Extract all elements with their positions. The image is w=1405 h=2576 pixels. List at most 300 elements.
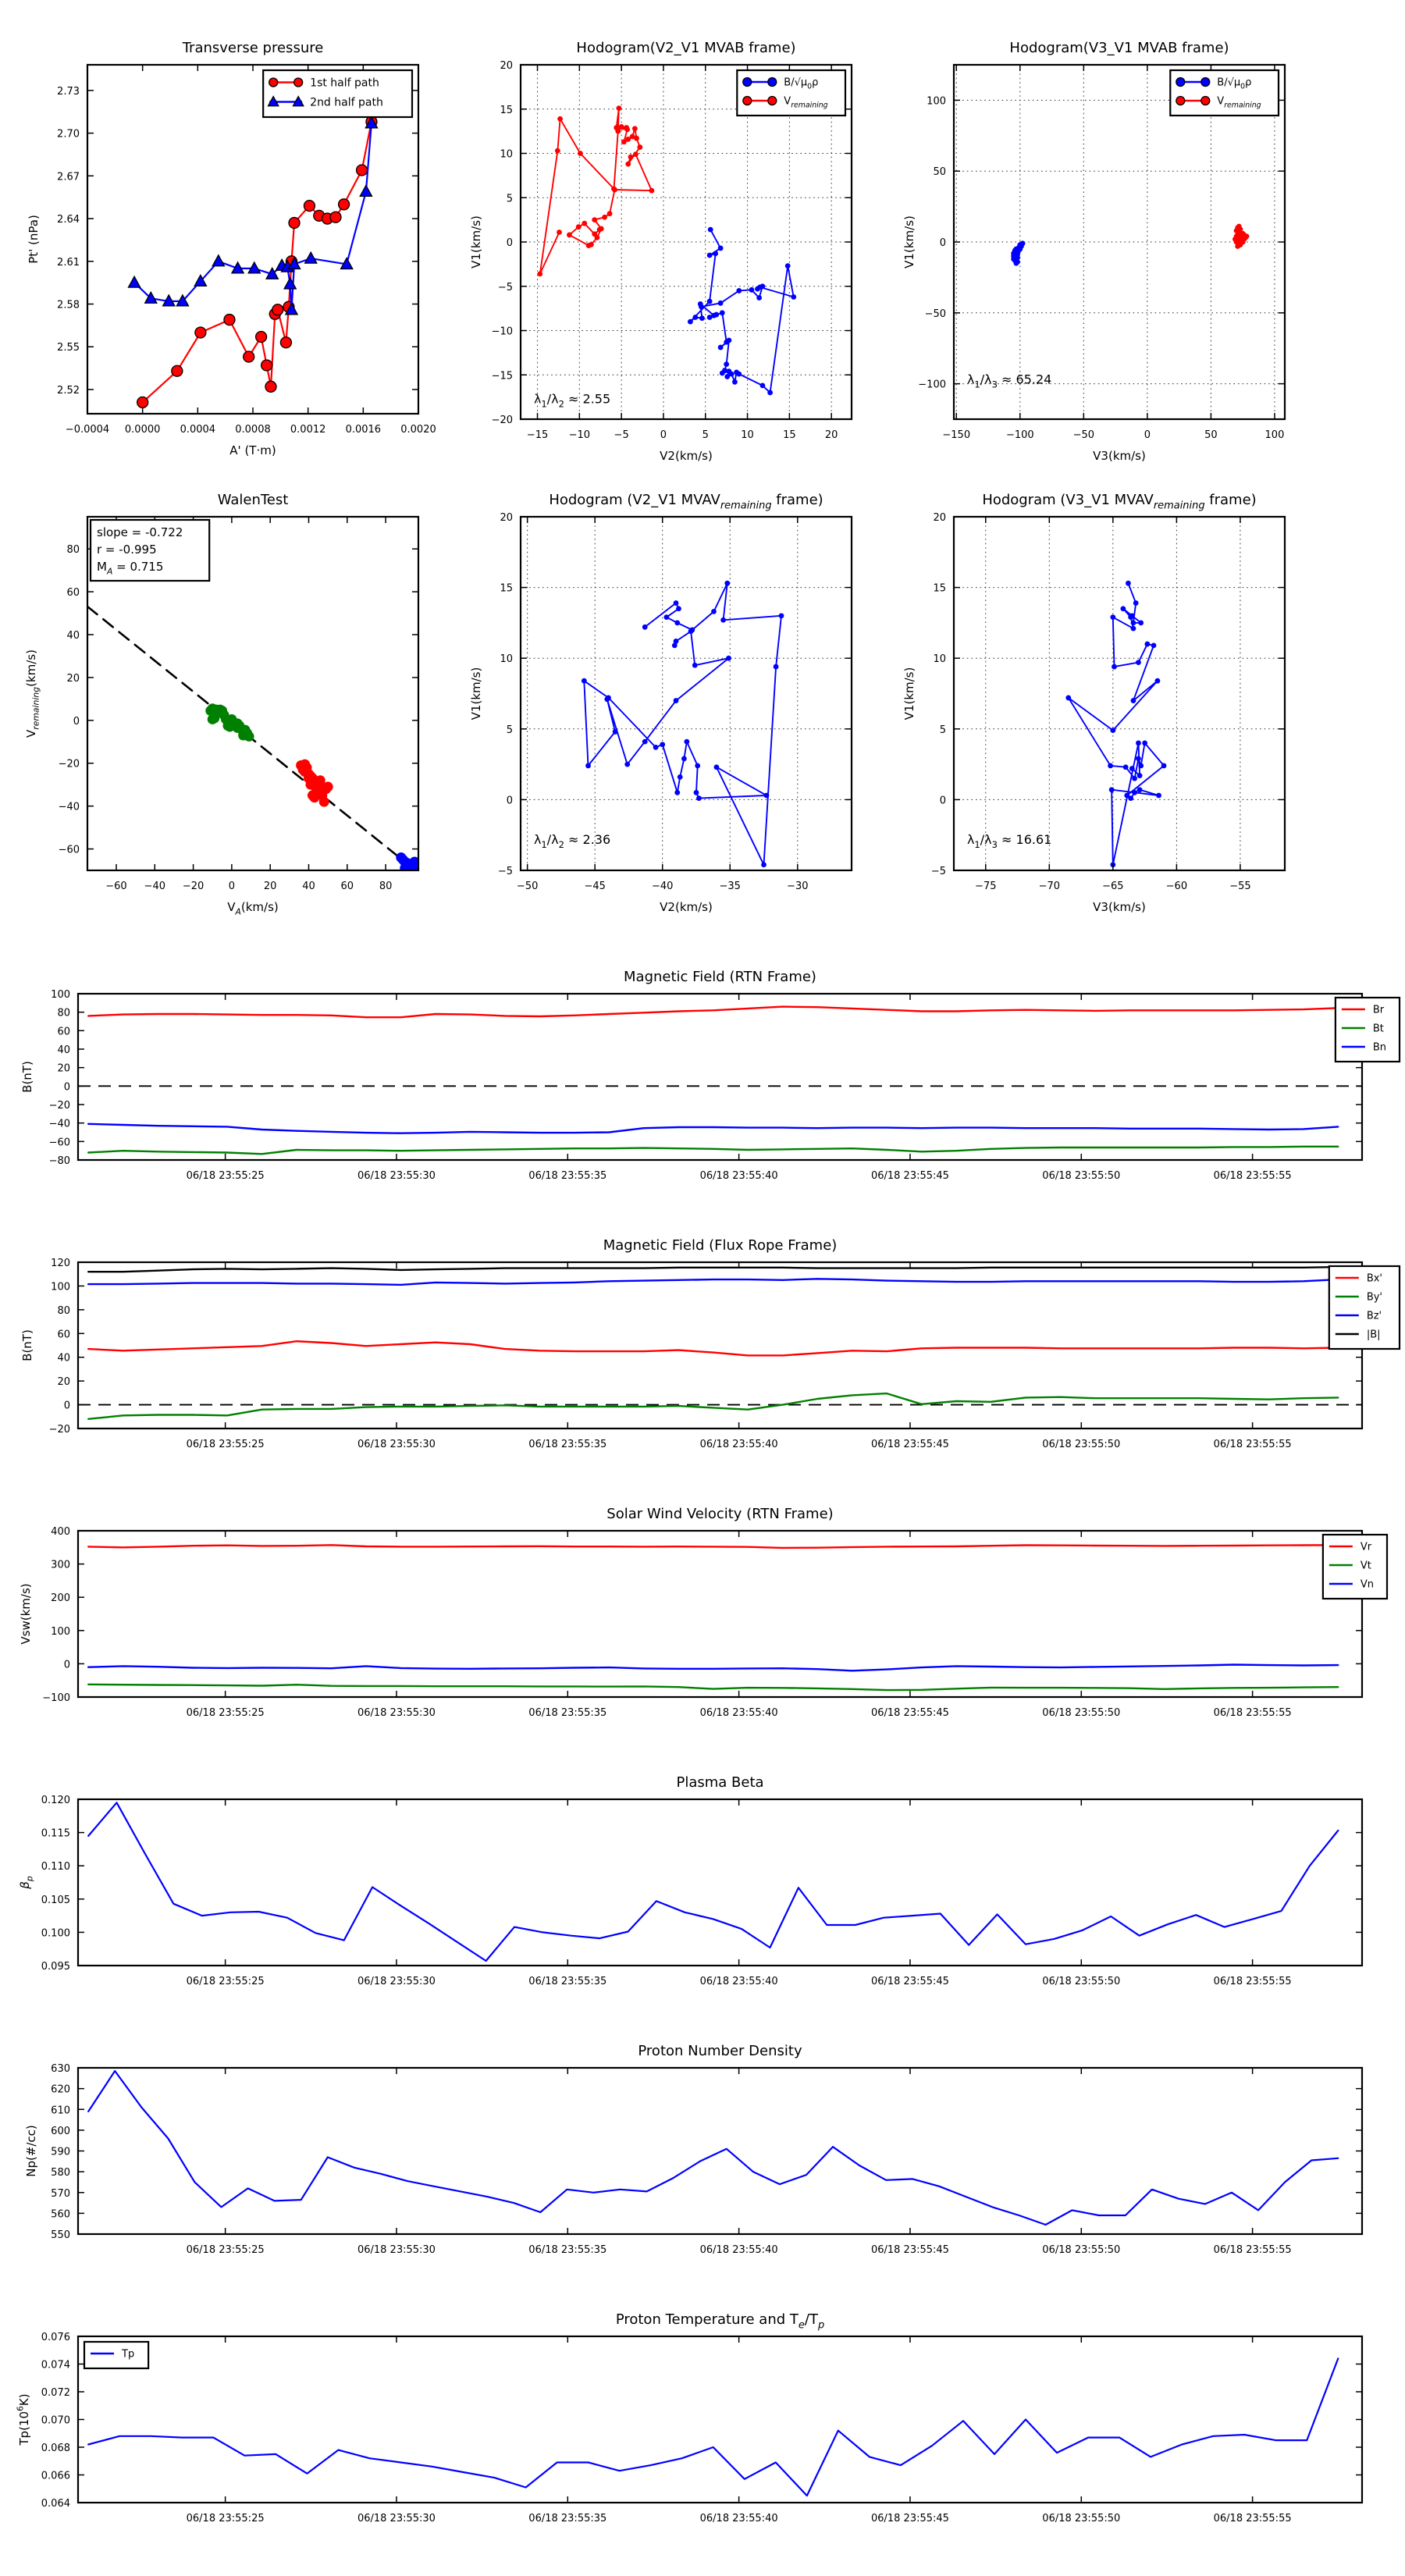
y-tick-label: 0.120: [41, 1795, 70, 1806]
marker: [261, 360, 272, 371]
series-|B|: [88, 1267, 1338, 1272]
legend-label: Bn: [1372, 1041, 1387, 1054]
y-tick-label: 100: [927, 95, 946, 108]
x-tick-label: −0.0004: [65, 424, 110, 436]
marker: [280, 337, 291, 348]
chart-proton-number-density: [24, 2043, 1362, 2256]
y-tick-label: 0.100: [41, 1927, 70, 1940]
marker: [729, 372, 735, 377]
y-tick-label: 20: [500, 60, 513, 72]
y-tick-label: 40: [66, 630, 80, 642]
marker: [304, 201, 315, 212]
y-tick-label: 120: [51, 1258, 70, 1269]
x-tick-label: 10: [741, 429, 754, 441]
marker: [1155, 678, 1161, 684]
marker: [1176, 78, 1185, 87]
y-axis-label: Np(#/cc): [24, 2125, 38, 2177]
marker: [713, 312, 719, 318]
x-tick-label: 06/18 23:55:55: [1213, 2244, 1292, 2256]
axes-frame: [78, 994, 1362, 1160]
y-tick-label: 0.110: [41, 1861, 70, 1873]
grid: [521, 517, 852, 870]
series-V remaining: [1232, 224, 1249, 249]
y-tick-label: −100: [918, 379, 946, 391]
marker: [128, 276, 140, 287]
y-tick-label: 10: [933, 653, 946, 666]
marker: [1201, 97, 1210, 105]
ticks: [521, 517, 852, 870]
x-tick-label: 06/18 23:55:55: [1213, 1439, 1292, 1450]
marker: [699, 315, 705, 321]
y-tick-label: 400: [51, 1526, 70, 1538]
y-tick-label: 0.070: [41, 2414, 70, 2427]
ticks: [78, 1531, 1362, 1697]
marker: [624, 762, 630, 767]
y-tick-label: 15: [500, 582, 513, 595]
y-tick-label: 80: [57, 1007, 70, 1019]
y-tick-label: 20: [57, 1376, 70, 1389]
y-tick-label: 60: [57, 1329, 70, 1341]
x-tick-label: 06/18 23:55:50: [1042, 1439, 1121, 1450]
grid: [521, 65, 852, 419]
marker: [724, 581, 730, 586]
x-tick-label: 06/18 23:55:25: [186, 2513, 265, 2524]
legend-label: 2nd half path: [310, 96, 383, 109]
marker: [137, 397, 148, 407]
marker: [585, 763, 591, 769]
x-tick-label: 06/18 23:55:25: [186, 1707, 265, 1719]
chart-title: Hodogram(V2_V1 MVAB frame): [576, 40, 796, 56]
marker: [305, 780, 315, 790]
series-B over sqrt(mu0 rho): [1011, 240, 1025, 265]
y-tick-label: 0.064: [41, 2498, 70, 2510]
series-Br: [88, 1007, 1338, 1018]
x-tick-label: −5: [614, 429, 629, 441]
x-tick-label: 06/18 23:55:25: [186, 2244, 265, 2256]
x-tick-label: 20: [824, 429, 838, 441]
marker: [592, 217, 597, 222]
marker: [755, 286, 760, 292]
chart-title: Magnetic Field (RTN Frame): [624, 969, 816, 985]
x-tick-label: 06/18 23:55:45: [870, 1707, 949, 1719]
x-tick-label: 06/18 23:55:50: [1042, 1976, 1121, 1987]
marker: [779, 613, 784, 618]
chart-hodogram-v3v1-mvav: [902, 492, 1285, 914]
stats-line: r = -0.995: [97, 542, 157, 557]
y-tick-label: −20: [491, 415, 513, 426]
marker: [672, 642, 678, 648]
x-tick-label: 0.0008: [235, 424, 271, 436]
y-tick-label: 0.066: [41, 2470, 70, 2482]
chart-title: Magnetic Field (Flux Rope Frame): [603, 1237, 838, 1254]
y-tick-label: 0.074: [41, 2359, 70, 2371]
y-tick-label: −5: [497, 866, 513, 877]
axes-frame: [78, 1799, 1362, 1966]
marker: [555, 148, 560, 154]
x-tick-label: 06/18 23:55:45: [870, 2244, 949, 2256]
legend-label: Vt: [1360, 1560, 1371, 1572]
ticks: [954, 517, 1285, 870]
marker: [614, 126, 620, 131]
x-tick-label: 06/18 23:55:30: [357, 2513, 436, 2524]
y-tick-label: 590: [51, 2146, 70, 2158]
y-axis-label: Pt' (nPa): [27, 215, 41, 264]
legend: [84, 2342, 148, 2368]
marker: [720, 617, 726, 623]
marker: [695, 763, 700, 769]
x-tick-label: 60: [340, 881, 354, 892]
marker: [578, 151, 583, 156]
axes-frame: [521, 65, 852, 419]
y-axis-label: $V_{remaining}(km/s)$: [24, 649, 41, 738]
marker: [768, 78, 777, 87]
x-tick-label: −50: [516, 881, 539, 892]
marker: [272, 304, 283, 315]
y-tick-label: 580: [51, 2167, 70, 2179]
y-tick-label: 40: [57, 1352, 70, 1364]
axes-frame: [78, 2336, 1362, 2503]
series-By': [88, 1393, 1338, 1419]
chart-plasma-beta: [18, 1774, 1362, 1987]
marker: [195, 327, 206, 338]
marker: [692, 315, 698, 320]
y-tick-label: 2.55: [57, 342, 80, 354]
y-tick-label: −20: [58, 758, 80, 770]
x-tick-label: −100: [1005, 429, 1034, 441]
marker: [711, 609, 717, 614]
marker: [692, 663, 698, 668]
y-tick-label: 0.105: [41, 1894, 70, 1906]
x-tick-label: 0: [228, 881, 236, 892]
y-tick-label: 0: [73, 715, 80, 728]
marker: [1161, 763, 1167, 769]
x-tick-label: 06/18 23:55:45: [870, 1439, 949, 1450]
x-axis-label: V3(km/s): [1093, 449, 1146, 463]
marker: [339, 199, 350, 210]
marker: [1131, 626, 1136, 632]
marker: [1108, 763, 1113, 769]
marker: [1110, 614, 1115, 620]
x-tick-label: 06/18 23:55:35: [528, 2244, 607, 2256]
marker: [736, 288, 742, 294]
y-tick-label: 0: [63, 1400, 70, 1412]
legend: [737, 70, 845, 116]
y-tick-label: −10: [491, 326, 513, 338]
marker: [649, 188, 654, 194]
x-tick-label: −35: [719, 881, 741, 892]
y-tick-label: 0.115: [41, 1827, 70, 1840]
y-axis-label: V1(km/s): [902, 667, 916, 720]
marker: [1176, 97, 1185, 105]
ticks: [78, 994, 1362, 1160]
x-tick-label: 06/18 23:55:50: [1042, 2513, 1121, 2524]
marker: [718, 345, 724, 350]
chart-title: Hodogram(V3_V1 MVAB frame): [1009, 40, 1229, 56]
x-tick-label: 06/18 23:55:55: [1213, 2513, 1292, 2524]
y-tick-label: 2.52: [57, 384, 80, 397]
x-tick-label: 20: [263, 881, 277, 892]
legend-box: [1336, 998, 1400, 1062]
marker: [664, 614, 670, 620]
y-axis-label: Vsw(km/s): [19, 1583, 33, 1645]
x-tick-label: 06/18 23:55:55: [1213, 1707, 1292, 1719]
marker: [360, 185, 372, 196]
chart-title: Proton Temperature and $T_e/T_p$: [615, 2311, 825, 2332]
x-tick-label: 06/18 23:55:35: [528, 1976, 607, 1987]
legend: [1323, 1535, 1387, 1599]
legend: [263, 70, 412, 117]
y-axis-label: V1(km/s): [902, 215, 916, 269]
x-tick-label: 06/18 23:55:40: [699, 2244, 778, 2256]
ticks: [521, 65, 852, 419]
y-tick-label: 60: [66, 587, 80, 600]
y-tick-label: 15: [933, 582, 946, 595]
marker: [224, 315, 235, 326]
marker: [714, 764, 720, 770]
x-tick-label: 0: [660, 429, 667, 441]
x-tick-label: −40: [144, 881, 165, 892]
marker: [724, 361, 729, 367]
x-tick-label: −40: [651, 881, 674, 892]
legend-label: Bx': [1366, 1272, 1383, 1285]
y-tick-label: 5: [506, 724, 513, 736]
legend-label: Tp: [122, 2348, 135, 2361]
marker: [597, 227, 603, 233]
x-axis-label: V2(km/s): [660, 900, 713, 914]
x-tick-label: 100: [1264, 429, 1285, 441]
marker: [557, 116, 563, 122]
y-tick-label: 5: [939, 724, 946, 736]
x-tick-label: 06/18 23:55:25: [186, 1976, 265, 1987]
marker: [1137, 773, 1143, 778]
series-Vr: [88, 1545, 1338, 1548]
chart-hodogram-v2v1-mvav: [469, 492, 852, 914]
marker: [642, 624, 648, 630]
x-tick-label: 5: [702, 429, 709, 441]
x-tick-label: −15: [526, 429, 549, 441]
marker: [319, 797, 329, 807]
marker: [726, 656, 731, 661]
x-tick-label: 06/18 23:55:30: [357, 2244, 436, 2256]
y-tick-label: 2.64: [57, 214, 80, 226]
marker: [1136, 756, 1141, 761]
y-tick-label: 2.70: [57, 128, 80, 141]
marker: [699, 304, 704, 309]
marker: [1138, 621, 1144, 626]
y-axis-label: $\beta_p$: [18, 1876, 35, 1889]
annotation: $\lambda_1/\lambda_2 \approx 2.55$: [533, 391, 611, 410]
chart-title: WalenTest: [217, 492, 289, 508]
marker: [330, 212, 341, 222]
x-tick-label: 0.0020: [400, 424, 436, 436]
ticks: [78, 2336, 1362, 2503]
marker: [684, 739, 689, 745]
y-tick-label: −80: [48, 1155, 70, 1167]
legend-label: Vr: [1360, 1541, 1372, 1553]
marker: [357, 165, 368, 176]
y-tick-label: −40: [48, 1118, 70, 1130]
marker: [718, 301, 724, 306]
marker: [674, 790, 680, 795]
x-tick-label: −30: [787, 881, 809, 892]
x-tick-label: −150: [942, 429, 971, 441]
marker: [1110, 728, 1115, 733]
y-tick-label: 0: [506, 795, 513, 807]
y-tick-label: 0: [939, 237, 946, 249]
legend-label: Br: [1372, 1004, 1385, 1016]
x-axis-label: $V_A(km/s)$: [227, 900, 279, 917]
marker: [760, 283, 766, 289]
series-cluster-blue: [396, 852, 425, 880]
y-tick-label: 0: [506, 237, 513, 249]
x-tick-label: −70: [1038, 881, 1061, 892]
series-V remaining: [537, 105, 654, 276]
y-tick-label: 0: [63, 1659, 70, 1671]
marker: [688, 319, 693, 325]
series-Bz': [88, 1279, 1338, 1285]
marker: [634, 136, 639, 141]
series-Vt: [88, 1685, 1338, 1690]
axes-frame: [954, 517, 1285, 870]
x-tick-label: −10: [568, 429, 591, 441]
series-beta: [88, 1802, 1338, 1961]
marker: [586, 243, 592, 248]
y-tick-label: 2.67: [57, 171, 80, 183]
marker: [1109, 787, 1115, 792]
y-tick-label: 5: [506, 193, 513, 205]
y-tick-label: 80: [66, 544, 80, 557]
x-axis-label: V2(km/s): [660, 449, 713, 463]
marker: [1144, 642, 1150, 647]
marker: [694, 790, 699, 795]
marker: [1123, 764, 1129, 770]
y-tick-label: 550: [51, 2229, 70, 2241]
stats-line: $M_A = 0.715$: [97, 559, 164, 577]
x-tick-label: 06/18 23:55:30: [357, 1170, 436, 1182]
y-tick-label: −60: [48, 1137, 70, 1149]
marker: [720, 371, 725, 376]
chart-title: Proton Number Density: [638, 2043, 802, 2059]
marker: [315, 775, 325, 785]
marker: [707, 315, 713, 320]
chart-transverse-pressure: [27, 40, 436, 457]
series-B over sqrt(mu0 rho): [582, 581, 784, 867]
legend-label: $V_{remaining}$: [1217, 95, 1261, 110]
y-tick-label: 60: [57, 1026, 70, 1038]
y-tick-label: 300: [51, 1559, 70, 1571]
x-tick-label: 06/18 23:55:25: [186, 1170, 265, 1182]
legend-label: $B/√\mu_0\rho$: [784, 76, 819, 91]
x-tick-label: 06/18 23:55:45: [870, 1976, 949, 1987]
x-tick-label: 06/18 23:55:55: [1213, 1170, 1292, 1182]
series-Bx': [88, 1341, 1338, 1355]
marker: [582, 678, 587, 684]
y-tick-label: −5: [497, 281, 513, 294]
marker: [791, 294, 796, 300]
chart-title: Solar Wind Velocity (RTN Frame): [606, 1506, 834, 1522]
annotation: $\lambda_1/\lambda_2 \approx 2.36$: [533, 832, 611, 850]
marker: [269, 78, 278, 87]
marker: [720, 310, 725, 315]
marker: [305, 252, 317, 263]
x-tick-label: 06/18 23:55:50: [1042, 2244, 1121, 2256]
legend-label: Vn: [1360, 1578, 1375, 1591]
marker: [743, 97, 752, 105]
marker: [676, 606, 681, 611]
marker: [604, 696, 610, 702]
marker: [1136, 660, 1141, 665]
marker: [1112, 664, 1117, 670]
x-tick-label: 15: [783, 429, 796, 441]
marker: [567, 233, 572, 238]
x-tick-label: −55: [1229, 881, 1251, 892]
y-tick-label: 20: [933, 512, 946, 524]
y-tick-label: 620: [51, 2083, 70, 2096]
x-tick-label: 0.0012: [290, 424, 326, 436]
legend-label: Bt: [1372, 1023, 1384, 1035]
legend-label: $B/√\mu_0\rho$: [1217, 76, 1252, 91]
marker: [688, 628, 694, 634]
marker: [576, 224, 582, 229]
y-tick-label: 200: [51, 1592, 70, 1605]
series-B over sqrt(mu0 rho): [1065, 581, 1166, 867]
marker: [415, 867, 425, 877]
legend-label: |B|: [1366, 1329, 1381, 1341]
chart-magnetic-field-flux-rope: [20, 1237, 1400, 1450]
marker: [284, 278, 296, 289]
marker: [637, 144, 642, 150]
marker: [289, 218, 300, 229]
x-tick-label: −65: [1102, 881, 1124, 892]
marker: [696, 795, 702, 801]
legend-box: [1323, 1535, 1387, 1599]
x-tick-label: 06/18 23:55:45: [870, 1170, 949, 1182]
y-axis-label: B(nT): [20, 1329, 34, 1361]
marker: [1120, 606, 1126, 611]
y-tick-label: 0.068: [41, 2443, 70, 2454]
marker: [632, 126, 638, 131]
marker: [1142, 741, 1147, 746]
marker: [607, 211, 613, 216]
y-tick-label: 15: [500, 104, 513, 116]
marker: [1128, 614, 1133, 620]
marker: [1017, 247, 1023, 252]
x-tick-label: 06/18 23:55:35: [528, 1707, 607, 1719]
series-1st half path: [137, 116, 377, 407]
marker: [624, 126, 630, 132]
y-tick-label: 80: [57, 1304, 70, 1317]
marker: [628, 155, 634, 160]
x-tick-label: 06/18 23:55:30: [357, 1707, 436, 1719]
x-tick-label: 0.0000: [124, 424, 161, 436]
marker: [736, 372, 742, 377]
x-tick-label: 06/18 23:55:50: [1042, 1707, 1121, 1719]
y-tick-label: 610: [51, 2105, 70, 2117]
marker: [172, 365, 183, 376]
marker: [761, 862, 767, 867]
x-tick-label: 40: [302, 881, 315, 892]
y-tick-label: 10: [500, 653, 513, 666]
chart-walen-test: [24, 492, 425, 917]
y-tick-label: 630: [51, 2063, 70, 2075]
marker: [764, 793, 770, 799]
x-tick-label: 06/18 23:55:30: [357, 1439, 436, 1450]
y-axis-label: V1(km/s): [469, 667, 483, 720]
chart-hodogram-v3v1-mvab: [902, 40, 1285, 463]
legend: [1170, 70, 1279, 116]
chart-magnetic-field-rtn: [20, 969, 1400, 1182]
chart-proton-temperature: [15, 2311, 1362, 2524]
